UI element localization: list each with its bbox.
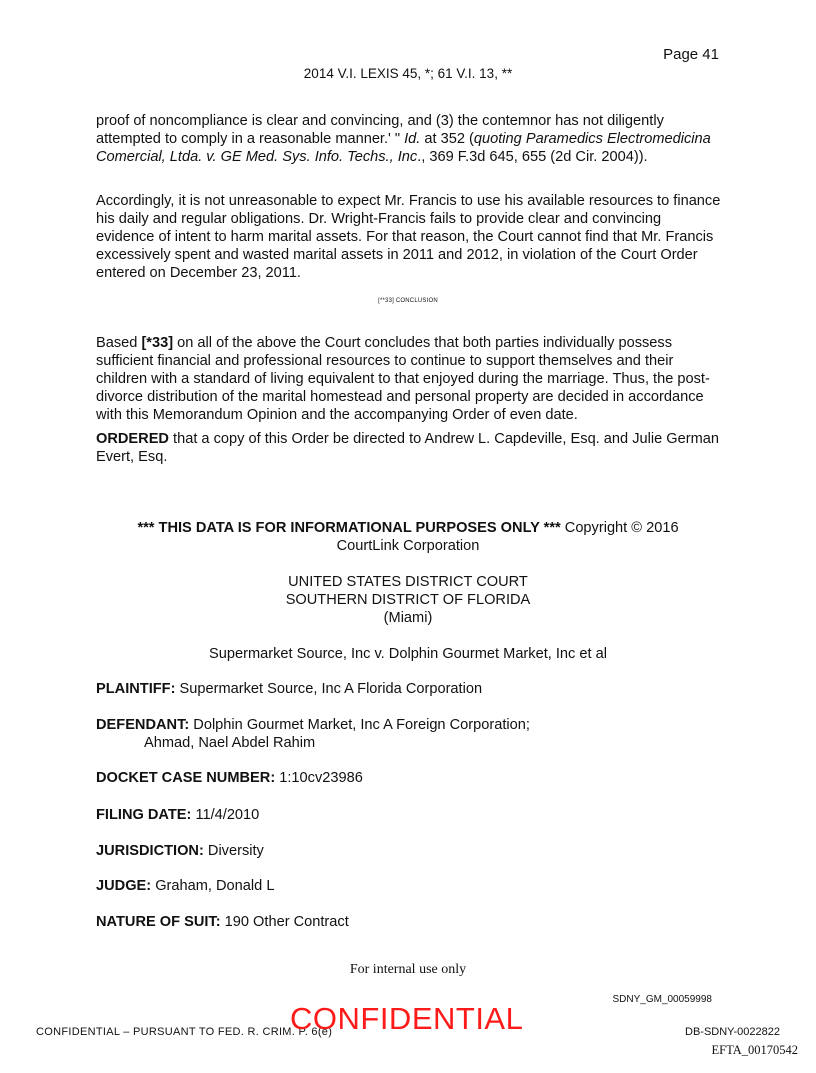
jurisdiction-value: Diversity (203, 843, 264, 859)
defendant-label: DEFENDANT: (96, 717, 190, 733)
jurisdiction-field (96, 842, 264, 860)
page-number: Page 41 (663, 46, 719, 63)
ordered-text: that a copy of this Order be directed to Andrew L. Capdeville, Esq. and Julie German Evert, Esq. (96, 431, 719, 465)
judge-label: JUDGE: (96, 878, 152, 894)
nature-of-suit-label: NATURE OF SUIT: (96, 914, 221, 930)
nature-of-suit-field (96, 913, 349, 931)
plaintiff-field (96, 680, 482, 698)
confidential-notice: CONFIDENTIAL – PURSUANT TO FED. R. CRIM. P. 6(e) (36, 1026, 333, 1038)
judge-field (96, 877, 274, 895)
notice-copyright: Copyright © 2016 (560, 520, 679, 536)
notice-bold: *** THIS DATA IS FOR INFORMATIONAL PURPOSES ONLY *** (137, 520, 561, 536)
court-block (90, 573, 726, 627)
para3-text-1: Based (96, 335, 142, 351)
star-page-marker: [*33] (141, 335, 174, 351)
paragraph-conclusion (96, 334, 722, 424)
paragraph-quotation (96, 112, 722, 166)
para2-text: Accordingly, it is not unreasonable to expect Mr. Francis to use his available resources to finance his daily and regular obligations. Dr. Wright-Francis fails to provide clear and convincing evidence of intent to harm marital assets. For that reason, the Court cannot find that Mr. Francis excessively spent and wasted marital assets in 2011 and 2012, in violation of the Court Order entered on December 23, 2011. (96, 193, 721, 281)
court-line-2: SOUTHERN DISTRICT OF FLORIDA (285, 592, 531, 608)
nature-of-suit-value: 190 Other Contract (220, 914, 349, 930)
id-citation: Id. (404, 131, 421, 147)
defendant-value-2: Ahmad, Nael Abdel Rahim (144, 735, 316, 751)
defendant-value: Dolphin Gourmet Market, Inc A Foreign Corporation; (189, 717, 530, 733)
filing-date-label: FILING DATE: (96, 807, 192, 823)
para3-text-2: on all of the above the Court concludes that both parties individually possess sufficient financial and professional resources to continue to support themselves and their children with a standard of living equivalent to that enjoyed during the marriage. Thus, the post-divorce distribution of the marital homestead and personal property are decided in accordance with this Memorandum Opinion and the accompanying Order of even date. (96, 335, 710, 423)
docket-field (96, 769, 363, 787)
plaintiff-value: Supermarket Source, Inc A Florida Corporation (175, 681, 483, 697)
filing-date-field (96, 806, 259, 824)
case-title: Supermarket Source, Inc v. Dolphin Gourmet Market, Inc et al (209, 646, 607, 662)
ordered-label: ORDERED (96, 431, 169, 447)
court-line-1: UNITED STATES DISTRICT COURT (288, 574, 528, 590)
informational-notice (90, 519, 726, 555)
confidential-stamp: CONFIDENTIAL (290, 1001, 524, 1036)
running-citation: 2014 V.I. LEXIS 45, *; 61 V.I. 13, ** (303, 66, 513, 81)
plaintiff-label: PLAINTIFF: (96, 681, 176, 697)
docket-label: DOCKET CASE NUMBER: (96, 770, 276, 786)
bates-number-sdny: SDNY_GM_00059998 (612, 994, 712, 1005)
paragraph-ordered (96, 430, 722, 466)
para1-text-3: ., 369 F.3d 645, 655 (2d Cir. 2004)). (417, 149, 648, 165)
docket-value: 1:10cv23986 (275, 770, 363, 786)
court-line-3: (Miami) (383, 610, 433, 626)
paragraph-accordingly (96, 192, 722, 282)
para1-text-1: proof of noncompliance is clear and convincing, and (3) the contemnor has not diligently attempted to comply in a reasonable manner.' " (96, 113, 664, 147)
judge-value: Graham, Donald L (151, 878, 275, 894)
filing-date-value: 11/4/2010 (191, 807, 260, 823)
section-heading-conclusion: [**33] CONCLUSION (378, 298, 438, 304)
quoting-case-name: quoting Paramedics Electromedicina Comercial, Ltda. v. GE Med. Sys. Info. Techs., Inc (96, 131, 711, 165)
internal-use-note: For internal use only (349, 962, 467, 977)
notice-corporation: CourtLink Corporation (336, 538, 480, 554)
para1-text-2: at 352 ( (420, 131, 474, 147)
bates-number-db: DB-SDNY-0022822 (685, 1026, 780, 1038)
defendant-field (96, 716, 530, 752)
jurisdiction-label: JURISDICTION: (96, 843, 204, 859)
efta-number: EFTA_00170542 (711, 1043, 798, 1057)
